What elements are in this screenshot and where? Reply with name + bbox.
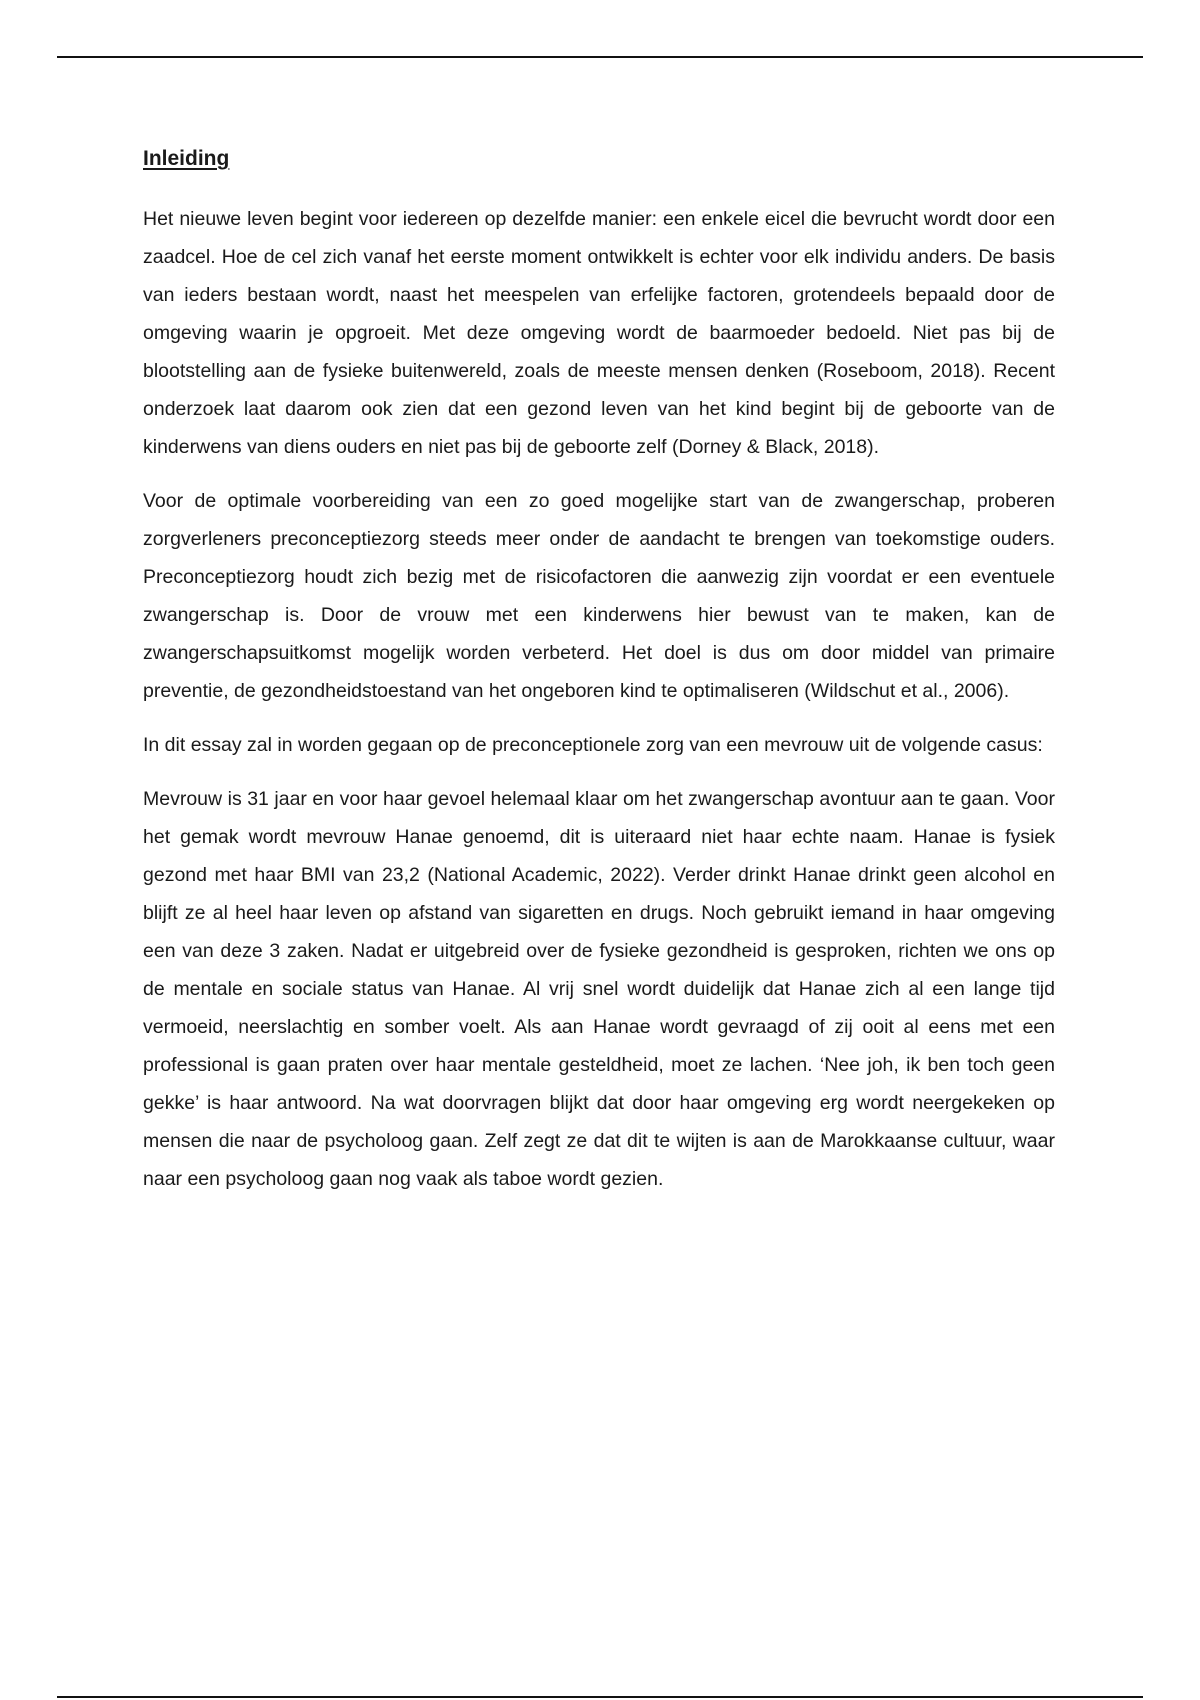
paragraph-intro: Het nieuwe leven begint voor iedereen op dezelfde manier: een enkele eicel die bevrucht wordt door een zaadcel. Hoe de cel zich vanaf het eerste moment ontwikkelt is echter voor elk individu anders. De basis van ieders bestaan wordt, naast het meespelen van erfelijke factoren, grotendeels bepaald door de omgeving waarin je opgroeit. Met deze omgeving wordt de baarmoeder bedoeld. Niet pas bij de blootstelling aan de fysieke buitenwereld, zoals de meeste mensen denken (Roseboom, 2018). Recent onderzoek laat daarom ook zien dat een gezond leven van het kind begint bij de geboorte van de kinderwens van diens ouders en niet pas bij de geboorte zelf (Dorney & Black, 2018). xyxy=(143,208,1055,458)
footer-rule xyxy=(57,1696,1143,1698)
section-heading: Inleiding xyxy=(143,147,230,170)
paragraph-preconception-care: Voor de optimale voorbereiding van een zo goed mogelijke start van de zwangerschap, proberen zorgverleners preconceptiezorg steeds meer onder de aandacht te brengen van toekomstige ouders. Preconceptiezorg houdt zich bezig met de risicofactoren die aanwezig zijn voordat er een eventuele zwangerschap is. Door de vrouw met een kinderwens hier bewust van te maken, kan de zwangerschapsuitkomst mogelijk worden verbeterd. Het doel is dus om door middel van primaire preventie, de gezondheidstoestand van het ongeboren kind te optimaliseren (Wildschut et al., 2006). xyxy=(143,490,1055,702)
paragraph-case: Mevrouw is 31 jaar en voor haar gevoel helemaal klaar om het zwangerschap avontuur aan te gaan. Voor het gemak wordt mevrouw Hanae genoemd, dit is uiteraard niet haar echte naam. Hanae is fysiek gezond met haar BMI van 23,2 (National Academic, 2022). Verder drinkt Hanae drinkt geen alcohol en blijft ze al heel haar leven op afstand van sigaretten en drugs. Noch gebruikt iemand in haar omgeving een van deze 3 zaken. Nadat er uitgebreid over de fysieke gezondheid is gesproken, richten we ons op de mentale en sociale status van Hanae. Al vrij snel wordt duidelijk dat Hanae zich al een lange tijd vermoeid, neerslachtig en somber voelt. Als aan Hanae wordt gevraagd of zij ooit al eens met een professional is gaan praten over haar mentale gesteldheid, moet ze lachen. ‘Nee joh, ik ben toch geen gekke’ is haar antwoord. Na wat doorvragen blijkt dat door haar omgeving erg wordt neergekeken op mensen die naar de psycholoog gaan. Zelf zegt ze dat dit te wijten is aan de Marokkaanse cultuur, waar naar een psycholoog gaan nog vaak als taboe wordt gezien. xyxy=(143,788,1055,1190)
document-body xyxy=(143,144,1055,1214)
paragraph-essay-scope: In dit essay zal in worden gegaan op de preconceptionele zorg van een mevrouw uit de volgende casus: xyxy=(143,734,1043,756)
header-rule xyxy=(57,56,1143,58)
